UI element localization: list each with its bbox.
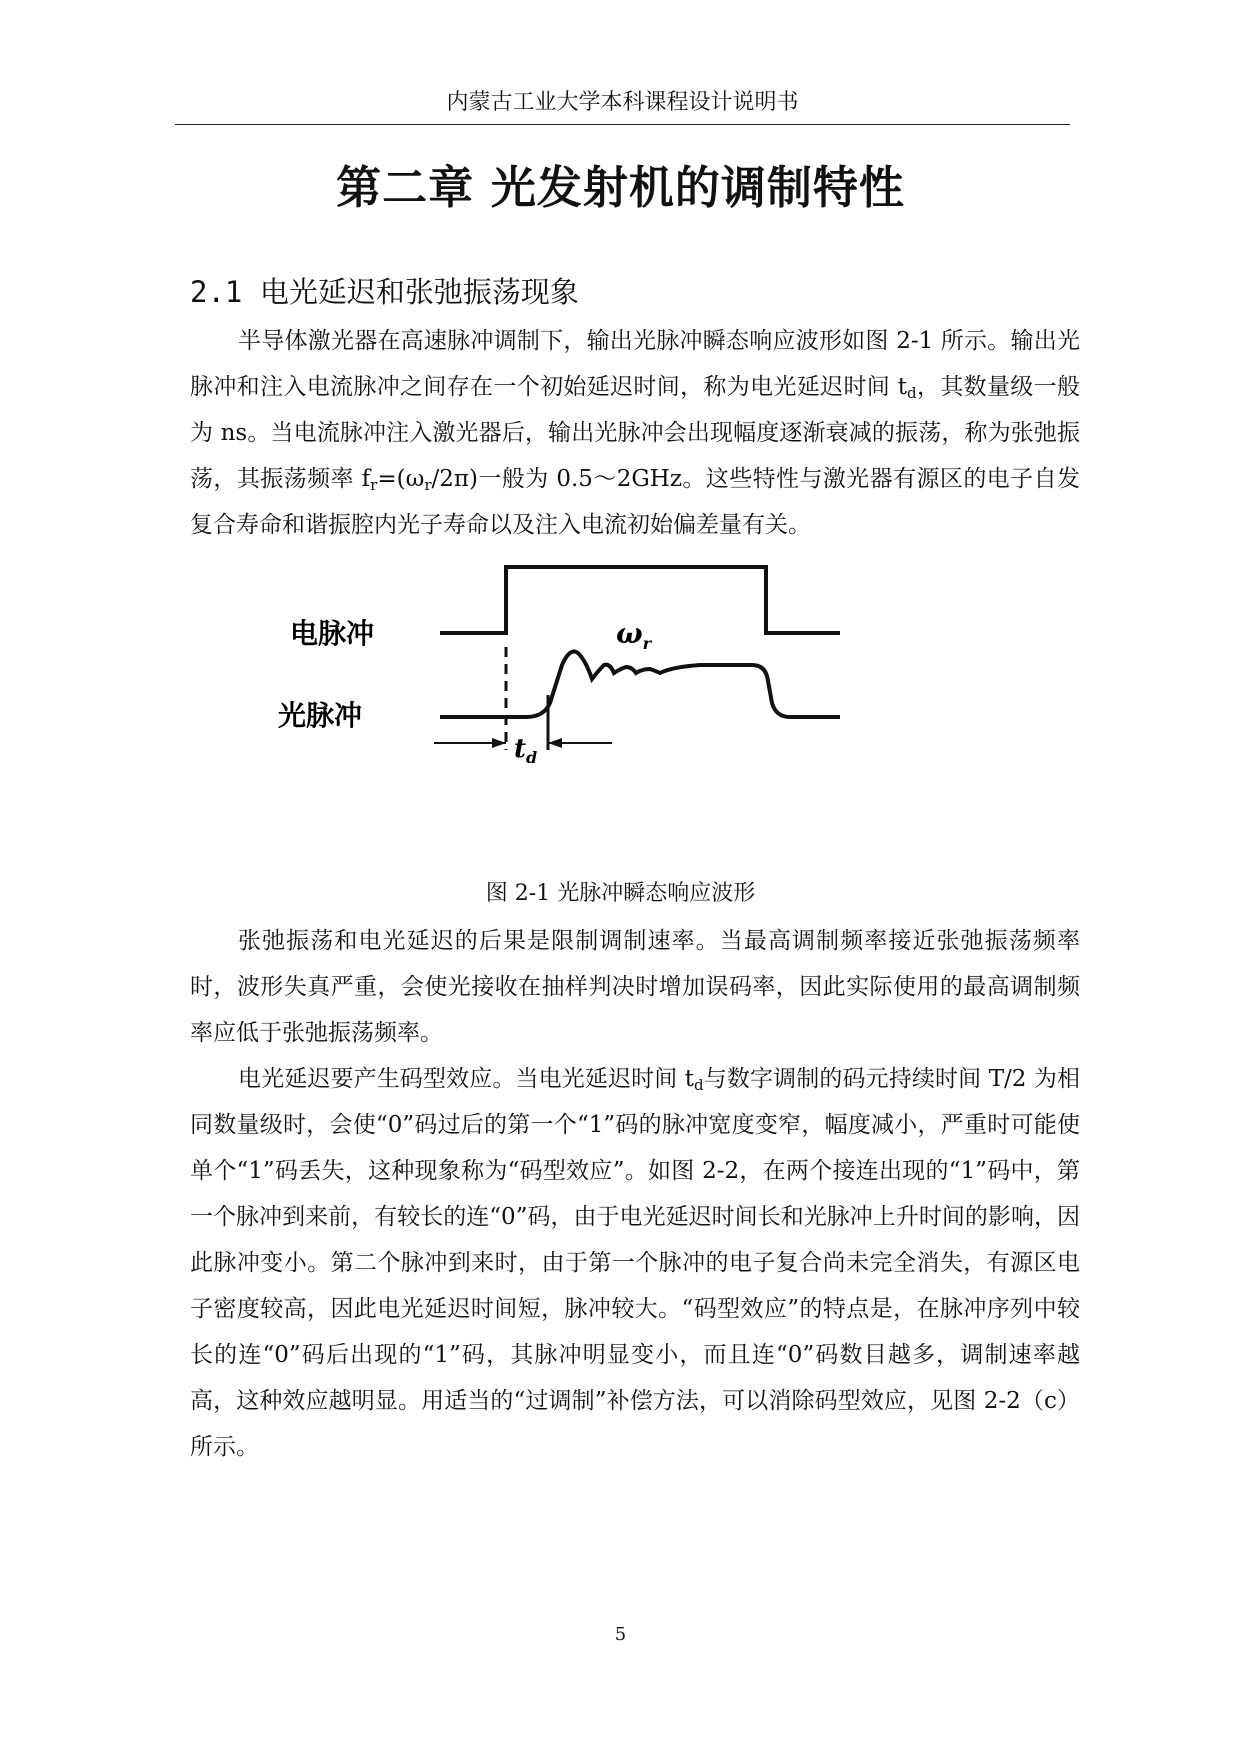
page-number: 5 [614,1624,627,1645]
figure-label-omega-r: $\omega_r$ [616,617,652,653]
figure-label-td: $t_d$ [514,734,538,767]
section-title: 2.1 电光延迟和张弛振荡现象 [190,275,579,309]
paragraph-pattern-effect: 电光延迟要产生码型效应。当电光延迟时间 $t_d$与数字调制的码元持续时间 T/2 为相同数量级时，会使“0”码过后的第一个“1”码的脉冲宽度变窄，幅度减小，严重时可能使单个“1”码丢失，这种现象称为“码型效应”。如图 2-2，在两个接连出现的“1”码中，第一个脉冲到来前，有较长的连“0”码，由于电光延迟时间长和光脉冲上升时间的影响，因此脉冲变小。第二个脉冲到来时，由于第一个脉冲的电子复合尚未完全消失，有源区电子密度较高，因此电光延迟时间短，脉冲较大。“码型效应”的特点是，在脉冲序列中较长的连“0”码后出现的“1”码，其脉冲明显变小，而且连“0”码数目越多，调制速率越高，这种效应越明显。用适当的“过调制”补偿方法，可以消除码型效应，见图 2-2（c）所示。 [190,1066,1080,1460]
td-arrowhead-left [492,738,506,748]
chapter-title: 第二章 光发射机的调制特性 [336,161,905,214]
td-arrowhead-right [548,738,562,748]
figure-label-optical-pulse: 光脉冲 [278,699,363,732]
paragraph-consequence: 张弛振荡和电光延迟的后果是限制调制速率。当最高调制频率接近张弛振荡频率时，波形失真严重，会使光接收在抽样判决时增加误码率，因此实际使用的最高调制频率应低于张弛振荡频率。 [190,928,1080,1046]
figure-label-electric-pulse: 电脉冲 [290,617,375,650]
paragraph-intro: 半导体激光器在高速脉冲调制下，输出光脉冲瞬态响应波形如图 2-1 所示。输出光脉冲和注入电流脉冲之间存在一个初始延迟时间，称为电光延迟时间 $t_d$，其数量级一般为 ns。当电流脉冲注入激光器后，输出光脉冲会出现幅度逐渐衰减的振荡，称为张弛振荡，其振荡频率 $f_r=(\omega_r/2\pi)$一般为 0.5～2GHz。这些特性与激光器有源区的电子自发复合寿命和谐振腔内光子寿命以及注入电流初始偏差量有关。 [190,328,1081,538]
figure-caption: 图 2-1 光脉冲瞬态响应波形 [485,881,756,906]
optical-pulse-waveform-line [440,652,840,718]
page-header: 内蒙古工业大学本科课程设计说明书 [175,86,1070,125]
transient-response-figure [278,555,960,860]
